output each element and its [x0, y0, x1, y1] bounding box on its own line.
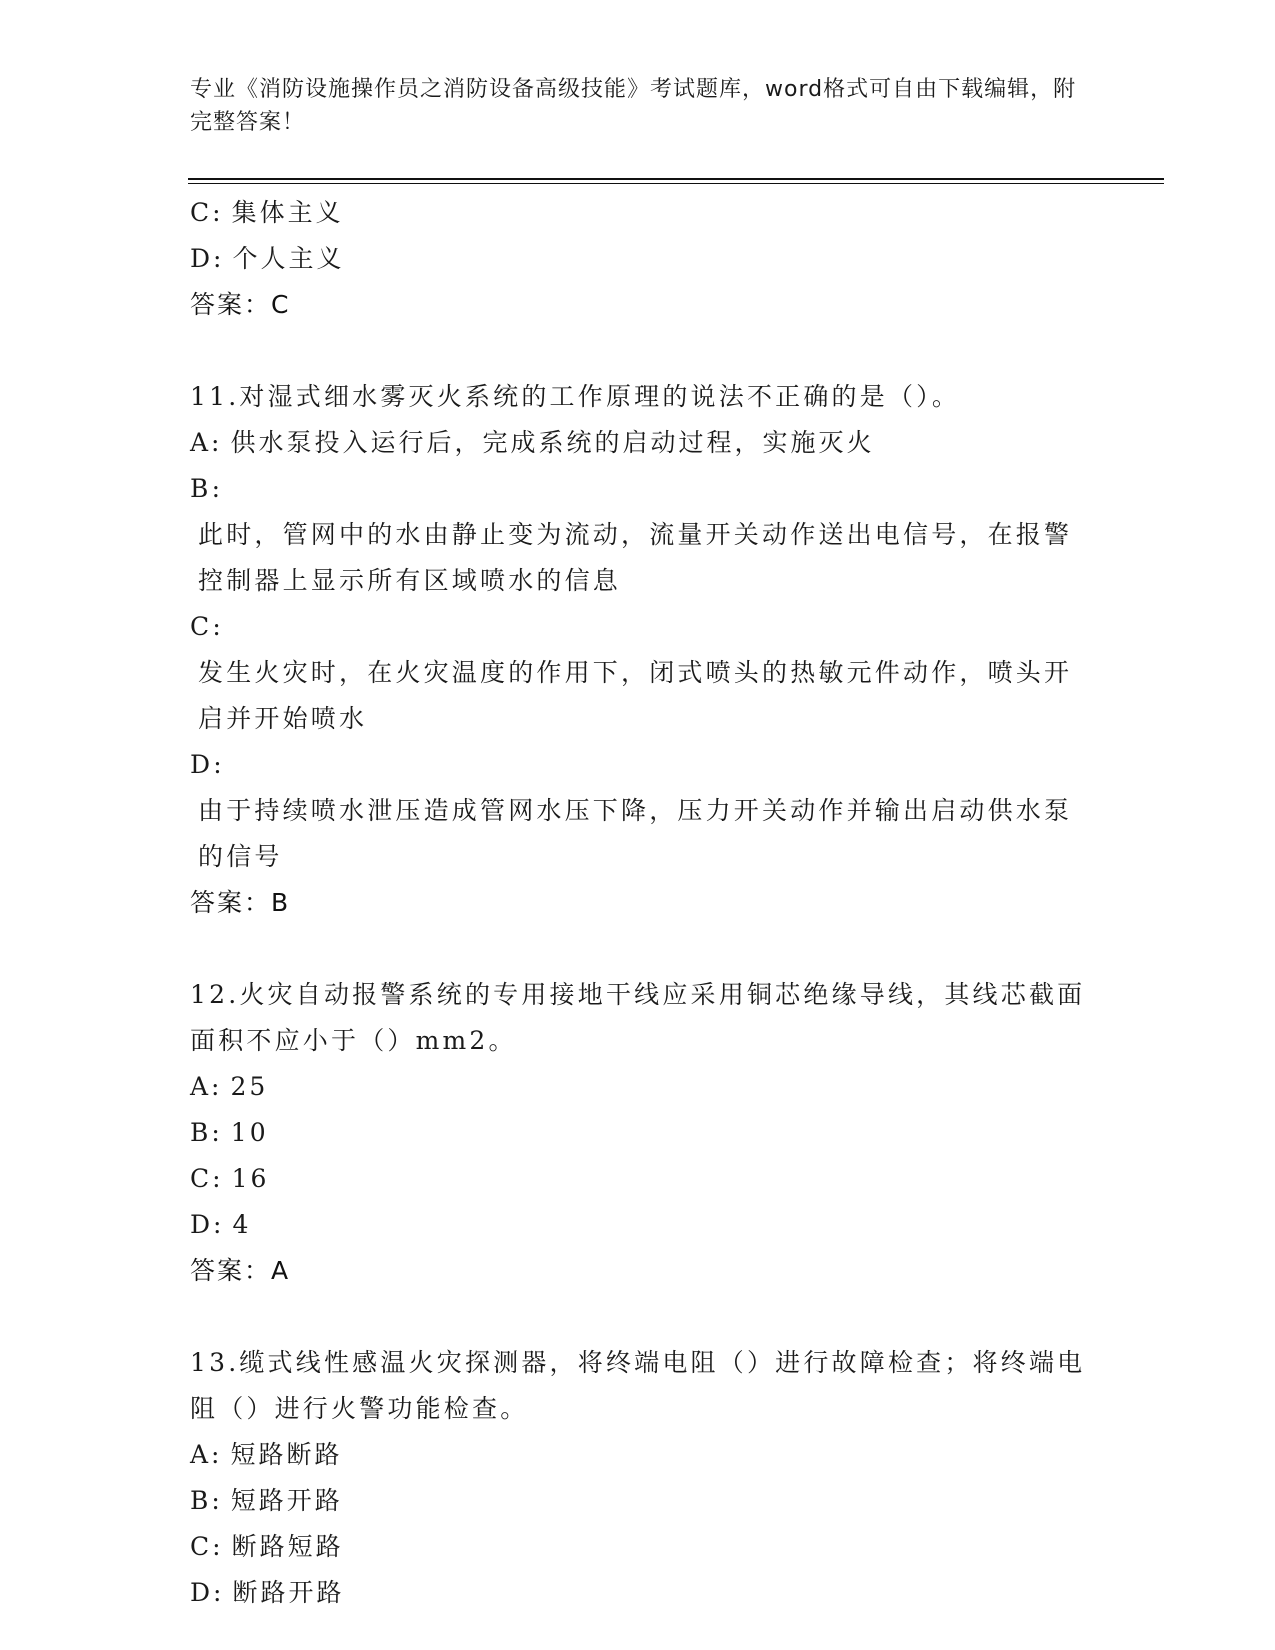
option-c: C: 断路短路 [190, 1532, 344, 1561]
option-a: A: 供水泵投入运行后，完成系统的启动过程，实施灭火 [190, 428, 875, 457]
option-d: D:由于持续喷水泄压造成管网水压下降，压力开关动作并输出启动供水泵的信号 [190, 750, 1073, 871]
option-d: D: 断路开路 [190, 1578, 345, 1607]
option-c: C:发生火灾时，在火灾温度的作用下，闭式喷头的热敏元件动作，喷头开启并开始喷水 [190, 612, 1073, 733]
option-b: B: 10 [190, 1118, 269, 1147]
option-b: B: 短路开路 [190, 1486, 343, 1515]
option-c: C: 集体主义 [190, 198, 344, 227]
option-c: C: 16 [190, 1164, 270, 1193]
question-content [190, 190, 1090, 1616]
page-header: 专业《消防设施操作员之消防设备高级技能》考试题库，word格式可自由下载编辑，附完整答案！ [190, 77, 1077, 135]
header-rule-thick [188, 178, 1164, 180]
header-rule-thin [188, 183, 1164, 184]
option-d: D: 4 [190, 1210, 252, 1239]
question-12: 12.火灾自动报警系统的专用接地干线应采用铜芯绝缘导线，其线芯截面面积不应小于（）mm2。 [190, 980, 1086, 1055]
option-a: A: 短路断路 [190, 1440, 343, 1469]
question-11: 11.对湿式细水雾灭火系统的工作原理的说法不正确的是（）。 [190, 382, 961, 411]
option-d: D: 个人主义 [190, 244, 345, 273]
question-13: 13.缆式线性感温火灾探测器，将终端电阻（）进行故障检查；将终端电阻（）进行火警功能检查。 [190, 1348, 1086, 1423]
answer-line: 答案：B [190, 888, 291, 917]
answer-line: 答案：A [190, 1256, 291, 1285]
option-a: A: 25 [190, 1072, 269, 1101]
option-b: B:此时，管网中的水由静止变为流动，流量开关动作送出电信号，在报警控制器上显示所有区域喷水的信息 [190, 474, 1073, 595]
answer-line: 答案：C [190, 290, 291, 319]
